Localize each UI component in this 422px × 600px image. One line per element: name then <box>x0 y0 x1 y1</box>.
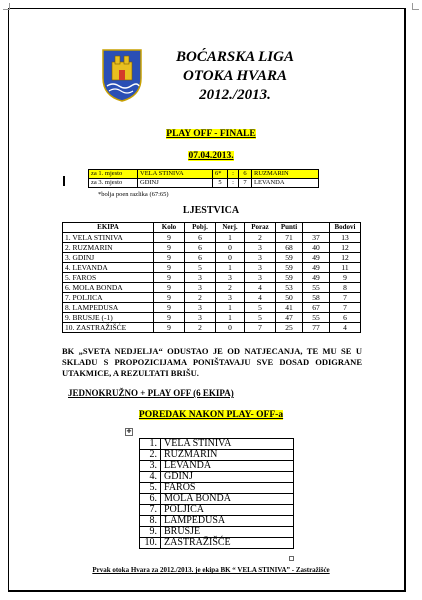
cell-team: 10. ZASTRAŽIŠĆE <box>63 323 154 333</box>
cell-team: 5. FAROS <box>63 273 154 283</box>
cell-wins: 3 <box>185 313 216 323</box>
cell-team: 2. RUZMARIN <box>63 243 154 253</box>
list-item <box>140 450 294 461</box>
cell-score: 9 <box>330 273 361 283</box>
cell-points-for: 59 <box>276 273 303 283</box>
table-move-handle-icon[interactable]: ✚ <box>126 429 132 435</box>
cell-draws: 0 <box>216 253 245 263</box>
cell-points-for: 50 <box>276 293 303 303</box>
rank-number: 9. <box>140 527 161 538</box>
cell-round: 9 <box>154 273 185 283</box>
standings-title: LJESTVICA <box>182 205 240 216</box>
result-away-score: 6 <box>239 170 252 179</box>
standings-table <box>62 222 361 333</box>
coat-of-arms-icon <box>101 48 143 102</box>
cell-draws: 0 <box>216 323 245 333</box>
result-separator: : <box>228 179 239 188</box>
cell-points-against: 58 <box>303 293 330 303</box>
cell-score: 4 <box>330 323 361 333</box>
cell-score: 11 <box>330 263 361 273</box>
cell-team: 3. GDINJ <box>63 253 154 263</box>
title-line-3: 2012./2013. <box>199 87 271 103</box>
cell-points-for: 47 <box>276 313 303 323</box>
cell-draws: 1 <box>216 303 245 313</box>
col-header-points-for: Punti <box>276 223 303 233</box>
rank-team: LEVANDA <box>161 461 294 472</box>
cell-round: 9 <box>154 263 185 273</box>
final-results-table <box>88 169 319 188</box>
rank-number: 3. <box>140 461 161 472</box>
cell-points-for: 25 <box>276 323 303 333</box>
final-order-line <box>0 410 422 420</box>
list-item <box>140 483 294 494</box>
subtitle-line <box>0 129 422 139</box>
table-row <box>63 323 361 333</box>
cell-points-against: 37 <box>303 233 330 243</box>
col-header-score: Bodovi <box>330 223 361 233</box>
table-row <box>63 233 361 243</box>
cell-score: 8 <box>330 283 361 293</box>
cell-score: 6 <box>330 313 361 323</box>
cell-wins: 3 <box>185 273 216 283</box>
cell-team: 7. POLJICA <box>63 293 154 303</box>
cell-points-against: 49 <box>303 273 330 283</box>
league-title <box>150 48 320 105</box>
cell-points-against: 55 <box>303 313 330 323</box>
list-item <box>140 527 294 538</box>
rank-number: 8. <box>140 516 161 527</box>
cell-score: 7 <box>330 293 361 303</box>
rank-team: FAROS <box>161 483 294 494</box>
cell-team: 4. LEVANDA <box>63 263 154 273</box>
cell-round: 9 <box>154 233 185 243</box>
cell-losses: 2 <box>245 233 276 243</box>
rank-team: RUZMARIN <box>161 450 294 461</box>
cell-score: 12 <box>330 253 361 263</box>
rank-number: 1. <box>140 439 161 450</box>
cell-wins: 6 <box>185 253 216 263</box>
cell-wins: 2 <box>185 293 216 303</box>
table-resize-handle[interactable] <box>289 556 294 561</box>
cell-score: 13 <box>330 233 361 243</box>
cell-team: 8. LAMPEDUSA <box>63 303 154 313</box>
cell-team: 1. VELA STINIVA <box>63 233 154 243</box>
col-header-points-against <box>303 223 330 233</box>
table-row <box>89 170 319 179</box>
rank-number: 4. <box>140 472 161 483</box>
cell-points-for: 59 <box>276 253 303 263</box>
cell-draws: 1 <box>216 233 245 243</box>
cell-points-against: 49 <box>303 253 330 263</box>
rank-team: MOLA BONDA <box>161 494 294 505</box>
rank-number: 2. <box>140 450 161 461</box>
cell-score: 7 <box>330 303 361 313</box>
cell-draws: 2 <box>216 283 245 293</box>
list-item <box>140 439 294 450</box>
cell-wins: 5 <box>185 263 216 273</box>
cell-points-against: 40 <box>303 243 330 253</box>
rank-team: LAMPEDUSA <box>161 516 294 527</box>
row-marker <box>63 176 65 186</box>
cell-points-for: 53 <box>276 283 303 293</box>
cell-wins: 3 <box>185 283 216 293</box>
cell-draws: 3 <box>216 273 245 283</box>
rank-number: 10. <box>140 538 161 549</box>
col-header-round: Kolo <box>154 223 185 233</box>
cell-wins: 6 <box>185 233 216 243</box>
rank-team: VELA STINIVA <box>161 439 294 450</box>
rank-team: POLJICA <box>161 505 294 516</box>
cell-points-against: 49 <box>303 263 330 273</box>
result-away-score: 7 <box>239 179 252 188</box>
cell-points-against: 55 <box>303 283 330 293</box>
cell-draws: 3 <box>216 293 245 303</box>
result-separator: : <box>228 170 239 179</box>
result-home-team: VELA STINIVA <box>138 170 213 179</box>
cell-losses: 7 <box>245 323 276 333</box>
cell-round: 9 <box>154 303 185 313</box>
final-order-table <box>139 438 294 549</box>
result-away-team: LEVANDA <box>252 179 319 188</box>
table-row <box>63 283 361 293</box>
cell-team: 6. MOLA BONDA <box>63 283 154 293</box>
cell-losses: 3 <box>245 273 276 283</box>
table-row <box>63 263 361 273</box>
rank-team: GDINJ <box>161 472 294 483</box>
cell-points-for: 71 <box>276 233 303 243</box>
col-header-draws: Nerj. <box>216 223 245 233</box>
cell-points-against: 77 <box>303 323 330 333</box>
cell-round: 9 <box>154 253 185 263</box>
rank-team: ZASTRAŽIŠĆE <box>161 538 294 549</box>
champion-footer <box>0 566 422 574</box>
result-home-team: GDINJ <box>138 179 213 188</box>
cell-losses: 3 <box>245 253 276 263</box>
cell-losses: 5 <box>245 313 276 323</box>
list-item <box>140 472 294 483</box>
table-row <box>63 313 361 323</box>
table-row <box>63 303 361 313</box>
table-row <box>63 293 361 303</box>
result-label: za 3. mjesto <box>89 179 138 188</box>
playoff-subtitle: PLAY OFF - FINALE <box>166 129 256 139</box>
format-label: JEDNOKRUŽNO + PLAY OFF (6 EKIPA) <box>68 388 234 398</box>
list-item <box>140 461 294 472</box>
cell-points-against: 67 <box>303 303 330 313</box>
cell-points-for: 41 <box>276 303 303 313</box>
cell-draws: 0 <box>216 243 245 253</box>
cell-losses: 3 <box>245 263 276 273</box>
crop-mark-top-left <box>3 3 10 10</box>
cell-wins: 3 <box>185 303 216 313</box>
list-item <box>140 516 294 527</box>
table-row <box>63 273 361 283</box>
col-header-team: EKIPA <box>63 223 154 233</box>
final-order-body <box>140 439 294 549</box>
list-item <box>140 538 294 549</box>
cell-team: 9. BRUSJE (-1) <box>63 313 154 323</box>
cell-points-for: 59 <box>276 263 303 273</box>
table-row <box>63 253 361 263</box>
cell-wins: 2 <box>185 323 216 333</box>
list-item <box>140 494 294 505</box>
cell-losses: 3 <box>245 243 276 253</box>
cell-points-for: 68 <box>276 243 303 253</box>
result-home-score: 5 <box>213 179 228 188</box>
standings-header-row <box>63 223 361 233</box>
cell-score: 12 <box>330 243 361 253</box>
standings-body <box>63 233 361 333</box>
cell-draws: 1 <box>216 313 245 323</box>
result-label: za 1. mjesto <box>89 170 138 179</box>
cell-round: 9 <box>154 293 185 303</box>
cell-draws: 1 <box>216 263 245 273</box>
final-order-title: POREDAK NAKON PLAY- OFF-a <box>138 410 284 420</box>
match-date: 07.04.2013. <box>188 151 234 161</box>
cell-losses: 4 <box>245 293 276 303</box>
cell-round: 9 <box>154 283 185 293</box>
cell-wins: 6 <box>185 243 216 253</box>
tiebreak-note: *bolja poen razlika (67:65) <box>98 191 169 198</box>
title-line-1: BOĆARSKA LIGA <box>176 49 294 65</box>
champion-text: Prvak otoka Hvara za 2012./2013. je ekipa BK “ VELA STINIVA” - Zastražišće <box>92 566 330 574</box>
list-item <box>140 505 294 516</box>
rank-team: BRUSJE <box>161 527 294 538</box>
col-header-wins: Pobj. <box>185 223 216 233</box>
rank-number: 5. <box>140 483 161 494</box>
cell-losses: 5 <box>245 303 276 313</box>
table-row <box>89 179 319 188</box>
result-home-score: 6* <box>213 170 228 179</box>
cell-round: 9 <box>154 323 185 333</box>
col-header-losses: Poraz <box>245 223 276 233</box>
cell-round: 9 <box>154 313 185 323</box>
table-row <box>63 243 361 253</box>
cell-round: 9 <box>154 243 185 253</box>
date-line <box>0 151 422 161</box>
withdrawal-notice: BK „SVETA NEDJELJA“ ODUSTAO JE OD NATJECANJA, TE MU SE U SKLADU S PROPOZICIJAMA PONIŠTAVAJU SVE DOSAD ODIGRANE UTAKMICE, A REZULTATI BRIŠU. <box>62 346 362 378</box>
crop-mark-top-right <box>412 3 419 10</box>
cell-losses: 4 <box>245 283 276 293</box>
rank-number: 6. <box>140 494 161 505</box>
result-away-team: RUZMARIN <box>252 170 319 179</box>
rank-number: 7. <box>140 505 161 516</box>
title-line-2: OTOKA HVARA <box>182 68 288 84</box>
